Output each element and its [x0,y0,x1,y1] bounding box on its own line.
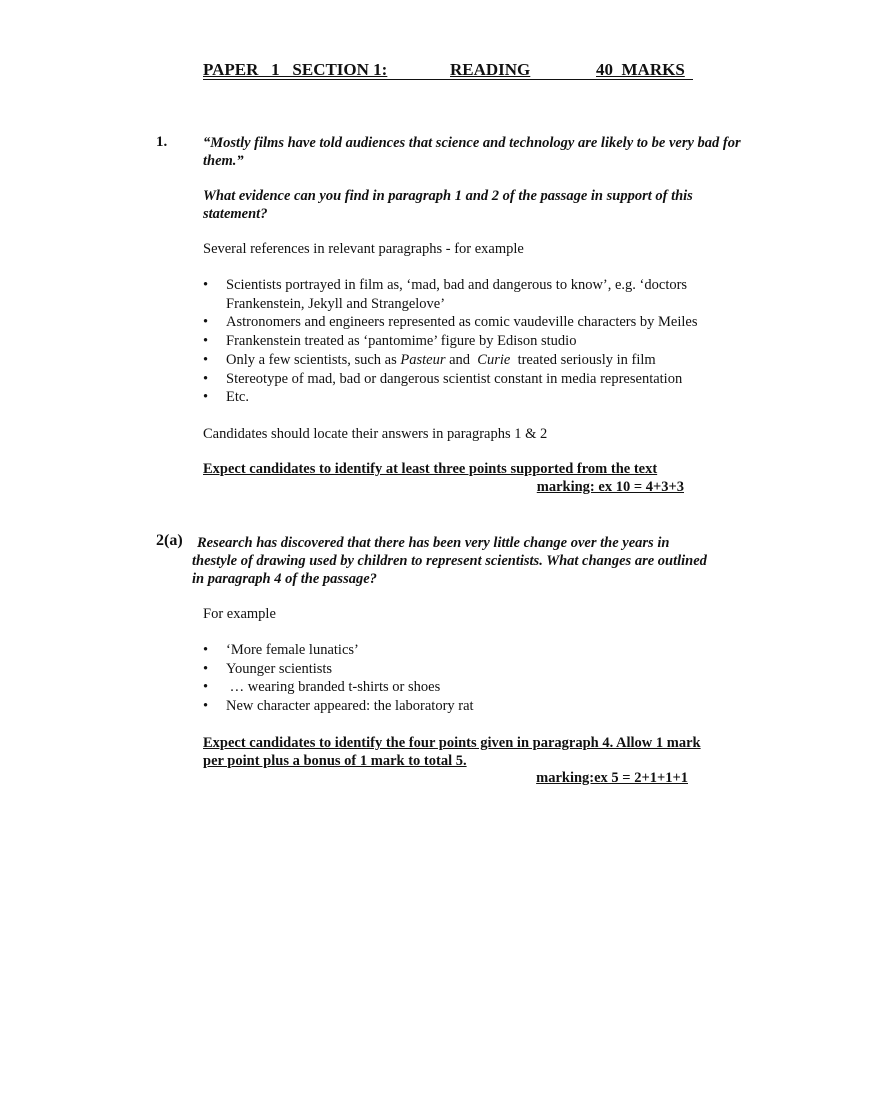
question-1-prompt: What evidence can you find in paragraph 1 and 2 of the passage in support of this statement? [203,188,693,222]
question-1-marking: marking: ex 10 = 4+3+3 [536,479,684,495]
question-2a-marking: marking:ex 5 = 2+1+1+1 [536,770,688,786]
scientist-name: Pasteur [400,351,446,368]
list-item: • … wearing branded t-shirts or shoes [203,678,703,697]
question-2a-intro: For example [203,606,276,622]
list-item: • Younger scientists [203,660,703,679]
list-item-text: Only a few scientists, such as [226,351,401,368]
heading-paper: PAPER 1 SECTION 1: [203,60,388,79]
list-item: • Scientists portrayed in film as, ‘mad, bad and dangerous to know’, e.g. ‘doctors Frankenstein, Jekyll and Strangelove’ [203,276,743,313]
list-item: • Astronomers and engineers represented as comic vaudeville characters by Meiles [203,313,743,332]
question-1-quote: “Mostly films have told audiences that science and technology are likely to be very bad for them.” [203,135,741,169]
page-heading [203,60,693,82]
list-item: • New character appeared: the laboratory rat [203,697,703,716]
question-1-number: 1. [156,134,168,150]
list-item: • Stereotype of mad, bad or dangerous scientist constant in media representation [203,370,743,389]
question-2a-number: 2(a) [156,532,183,549]
list-item-text: treated seriously in film [510,351,656,368]
heading-marks: 40 MARKS [596,60,685,79]
question-1-expectation: Expect candidates to identify at least three points supported from the text [203,461,658,477]
question-2a-expectation: Expect candidates to identify the four points given in paragraph 4. Allow 1 mark per point plus a bonus of 1 mark to total 5. [203,735,701,769]
heading-section: READING [450,60,531,79]
question-2a-answer-list [203,641,703,716]
heading-underline [203,79,693,80]
list-item-text: and [445,351,478,368]
list-item [203,351,743,370]
question-1-answer-list [203,276,743,407]
list-item: • ‘More female lunatics’ [203,641,703,660]
list-item: • Frankenstein treated as ‘pantomime’ figure by Edison studio [203,332,743,351]
list-item: • Etc. [203,388,743,407]
question-2a-prompt: Research has discovered that there has been very little change over the years in thestyle of drawing used by children to represent scientists. What changes are outlined in paragraph 4 of the passage? [192,535,707,587]
scientist-name: Curie [477,351,511,368]
question-1-note: Candidates should locate their answers in paragraphs 1 & 2 [203,426,548,442]
question-1-intro: Several references in relevant paragraphs - for example [203,241,524,257]
